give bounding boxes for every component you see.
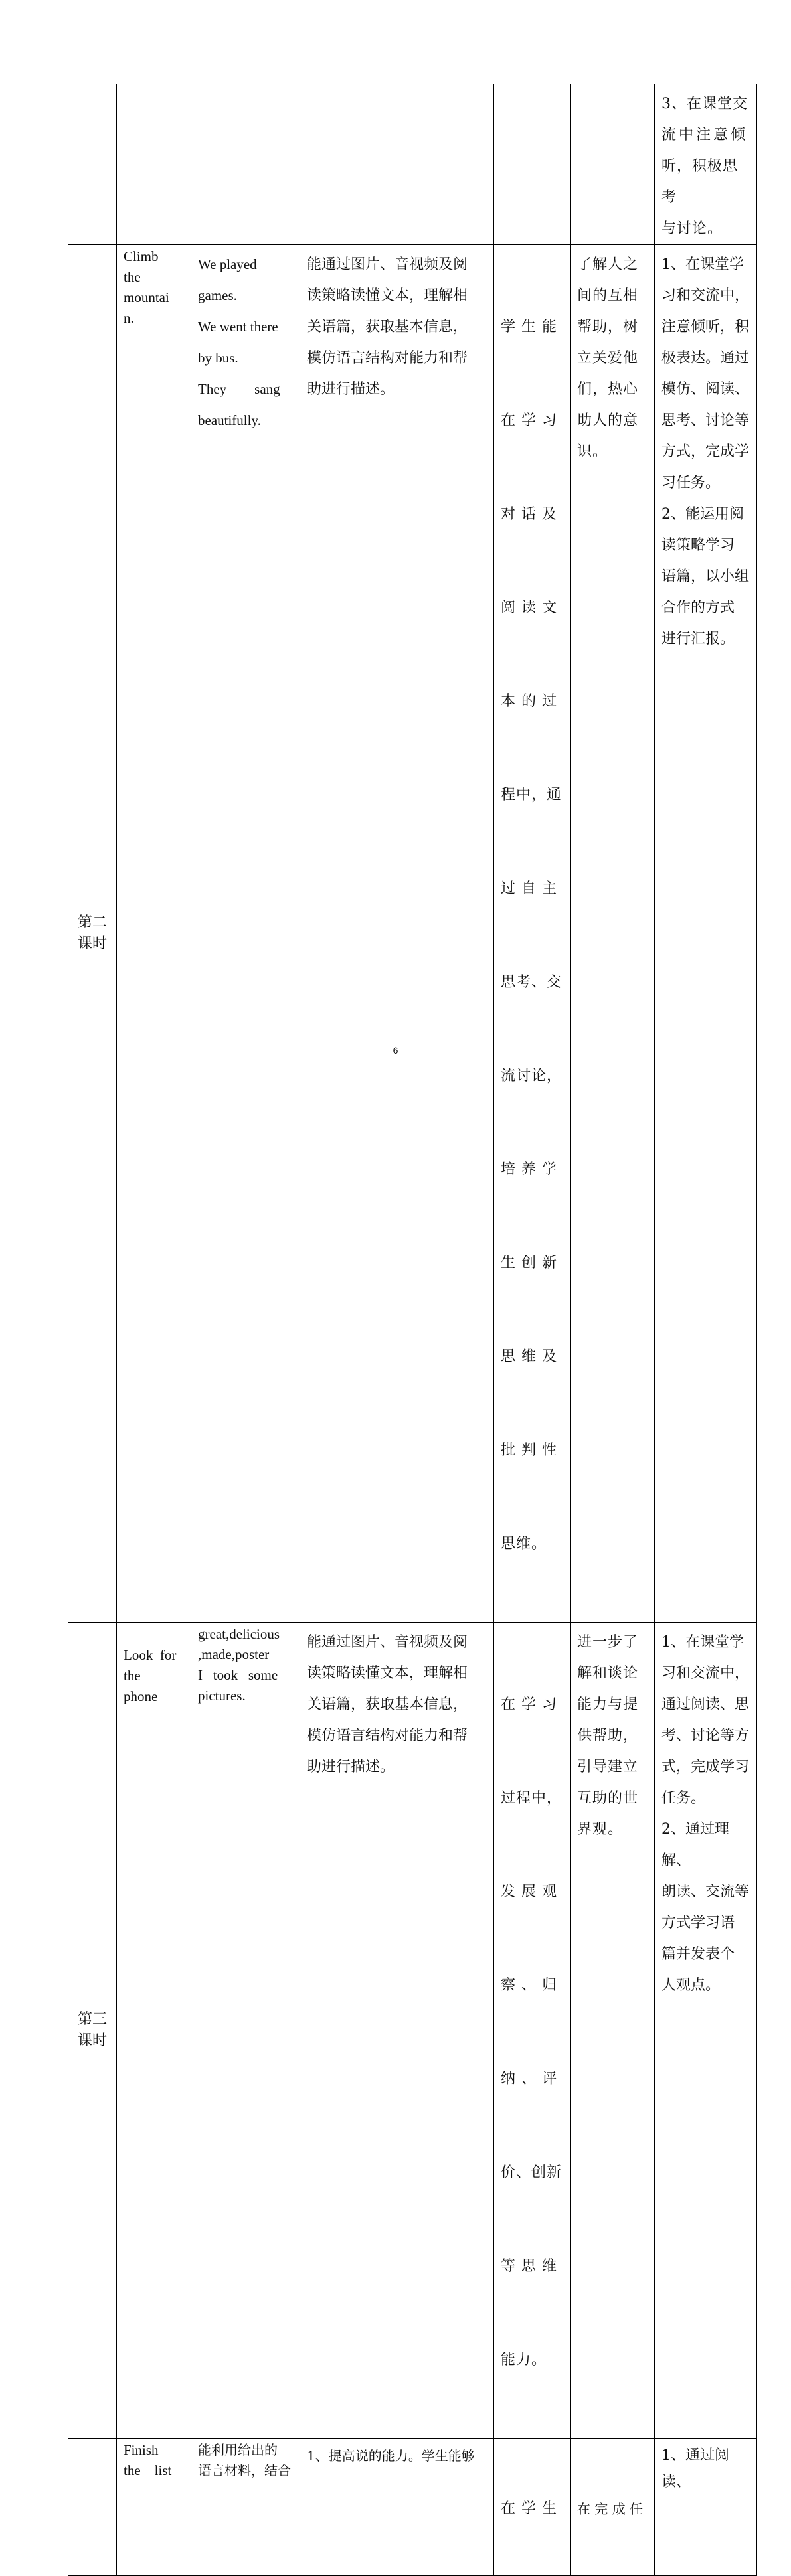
cell-line: phone — [124, 1688, 158, 1704]
learning-cell — [655, 2439, 757, 2576]
cell-line: 思考、讨论等 — [661, 412, 750, 429]
cell-line: 流讨论， — [501, 1068, 563, 1084]
cell-line: 1、提高说的能力。学生能够 — [307, 2448, 475, 2464]
cell-line: by bus. — [198, 350, 238, 366]
cell-line: 模仿语言结构对能力和帮 — [307, 1728, 468, 1744]
cell-line: 模仿语言结构对能力和帮 — [307, 350, 468, 366]
culture-cell — [571, 1623, 655, 2439]
cell-line: 注意倾听，积 — [661, 319, 750, 335]
cell-line: 察 、 归 — [501, 1977, 557, 1994]
cell-line: 思维。 — [501, 1536, 547, 1552]
cell-line: 过 自 主 — [501, 880, 557, 897]
cell-line: 关语篇，获取基本信息， — [307, 1696, 468, 1713]
period-cell — [68, 2439, 117, 2576]
cell-line: 方式学习语 — [661, 1915, 735, 1931]
cell-line: 助进行描述。 — [307, 381, 395, 398]
cell-line: 任务。 — [661, 1790, 706, 1807]
cell-line: 1、通过阅读、 — [661, 2447, 729, 2490]
cell-line: 批 判 性 — [501, 1442, 557, 1459]
cell-line: 通过阅读、思 — [661, 1696, 750, 1713]
cell-line: 识。 — [577, 443, 608, 460]
cell-line: 读策略学习 — [661, 537, 735, 554]
cell-line: 读策略读懂文本，理解相 — [307, 1665, 468, 1682]
culture-cell — [571, 84, 655, 245]
thinking-cell — [494, 245, 571, 1623]
cell-line: 1、在课堂学 — [661, 1634, 744, 1650]
cell-line: 模仿、阅读、 — [661, 381, 750, 398]
cell-line: 关语篇，获取基本信息， — [307, 319, 468, 335]
cell-line: 帮助，树 — [577, 319, 639, 335]
table-row — [68, 2439, 757, 2576]
cell-line: 在 学 习 — [501, 412, 557, 429]
cell-line: the list — [124, 2462, 172, 2478]
cell-line: 本 的 过 — [501, 693, 557, 710]
cell-line: the — [124, 269, 141, 285]
cell-line: 2、能运用阅 — [661, 506, 744, 523]
cell-line: 思 维 及 — [501, 1348, 557, 1365]
cell-line: 供帮助， — [577, 1728, 639, 1744]
language-cell — [191, 84, 300, 245]
cell-line: 篇并发表个 — [661, 1946, 735, 1963]
period-cell — [68, 84, 117, 245]
cell-line: 生 创 新 — [501, 1255, 557, 1271]
cell-line: 3、在课堂交 — [661, 96, 748, 112]
cell-line: beautifully. — [198, 412, 261, 428]
objective-cell — [300, 84, 494, 245]
cell-line: 能力与提 — [577, 1696, 639, 1713]
cell-line: 读策略读懂文本，理解相 — [307, 287, 468, 304]
cell-line: great,delicious — [198, 1626, 280, 1642]
cell-line: 们，热心 — [577, 381, 639, 398]
table-row — [68, 245, 757, 1623]
cell-line: pictures. — [198, 1688, 246, 1704]
cell-line: 语言材料，结合 — [198, 2462, 291, 2478]
learning-cell — [655, 245, 757, 1623]
cell-line: I took some — [198, 1667, 278, 1683]
thinking-cell — [494, 1623, 571, 2439]
culture-cell — [571, 245, 655, 1623]
cell-line: 了解人之 — [577, 256, 639, 273]
cell-line: 能力。 — [501, 2352, 547, 2368]
cell-line: 朗读、交流等 — [661, 1884, 750, 1900]
cell-line: 能通过图片、音视频及阅 — [307, 256, 468, 273]
cell-line: 极表达。通过 — [661, 350, 750, 366]
cell-line: We played — [198, 256, 257, 272]
cell-line: 语篇，以小组 — [661, 568, 750, 585]
cell-line: 过程中， — [501, 1790, 563, 1807]
period-cell — [68, 1623, 117, 2439]
cell-line: 学 生 能 — [501, 319, 557, 335]
language-cell — [191, 2439, 300, 2576]
cell-line: 能利用给出的 — [198, 2442, 278, 2458]
cell-line: Finish — [124, 2442, 159, 2458]
cell-line: 立关爱他 — [577, 350, 639, 366]
learning-cell — [655, 1623, 757, 2439]
cell-line: 习任务。 — [661, 475, 721, 491]
learning-cell — [655, 84, 757, 245]
table-row — [68, 1623, 757, 2439]
cell-line: 合作的方式 — [661, 600, 735, 616]
cell-line: 方式，完成学 — [661, 443, 750, 460]
cell-line: 进一步了 — [577, 1634, 639, 1650]
topic-cell — [117, 84, 191, 245]
cell-line: 程中，通 — [501, 787, 563, 803]
cell-line: 对 话 及 — [501, 506, 557, 523]
cell-line: 等 思 维 — [501, 2258, 557, 2275]
cell-line: 在 完 成 任 — [577, 2501, 644, 2517]
language-cell — [191, 245, 300, 1623]
cell-line: 界观。 — [577, 1821, 624, 1838]
thinking-cell — [494, 84, 571, 245]
cell-line: 发 展 观 — [501, 1884, 557, 1900]
cell-line: 助进行描述。 — [307, 1759, 395, 1775]
topic-cell — [117, 2439, 191, 2576]
cell-line: 价、创新 — [501, 2164, 563, 2181]
cell-line: 流中注意倾 — [661, 127, 748, 143]
cell-line: the — [124, 1668, 141, 1684]
cell-line: 在 学 生 — [501, 2500, 557, 2517]
cell-line: 阅 读 文 — [501, 600, 557, 616]
cell-line: 互助的世 — [577, 1790, 639, 1807]
language-cell — [191, 1623, 300, 2439]
topic-cell — [117, 245, 191, 1623]
cell-line: 与讨论。 — [661, 220, 723, 237]
topic-cell — [117, 1623, 191, 2439]
period-cell — [68, 245, 117, 1623]
cell-line: 助人的意 — [577, 412, 639, 429]
cell-line: 式，完成学习 — [661, 1759, 750, 1775]
cell-line: mountai — [124, 289, 169, 305]
cell-line: 在 学 习 — [501, 1696, 557, 1713]
objective-cell — [300, 1623, 494, 2439]
period-label: 第二课时 — [77, 914, 107, 952]
cell-line: 间的互相 — [577, 287, 639, 304]
period-label: 第三课时 — [77, 2011, 107, 2049]
table-row — [68, 84, 757, 245]
cell-line: We went there — [198, 319, 278, 335]
cell-line: 能通过图片、音视频及阅 — [307, 1634, 468, 1650]
cell-line: 习和交流中， — [661, 1665, 750, 1682]
cell-line: They sang — [198, 381, 280, 397]
cell-line: 思考、交 — [501, 974, 563, 991]
cell-line: 进行汇报。 — [661, 631, 735, 647]
thinking-cell — [494, 2439, 571, 2576]
objective-cell — [300, 245, 494, 1623]
page-number: 6 — [393, 1045, 398, 1056]
cell-line: 培 养 学 — [501, 1161, 557, 1178]
cell-line: 1、在课堂学 — [661, 256, 744, 273]
cell-line: 解和谈论 — [577, 1665, 639, 1682]
cell-line: n. — [124, 310, 134, 326]
cell-line: Climb — [124, 248, 159, 264]
cell-line: Look for — [124, 1647, 177, 1663]
cell-line: 听，积极思考 — [661, 158, 739, 206]
cell-line: 人观点。 — [661, 1977, 721, 1994]
cell-line: 2、通过理解、 — [661, 1821, 729, 1869]
cell-line: ,made,poster — [198, 1647, 270, 1662]
lesson-plan-table — [68, 84, 757, 2576]
cell-line: 习和交流中， — [661, 287, 750, 304]
culture-cell — [571, 2439, 655, 2576]
cell-line: 纳 、 评 — [501, 2071, 557, 2087]
cell-line: games. — [198, 287, 237, 303]
cell-line: 引导建立 — [577, 1759, 639, 1775]
objective-cell — [300, 2439, 494, 2576]
cell-line: 考、讨论等方 — [661, 1728, 750, 1744]
